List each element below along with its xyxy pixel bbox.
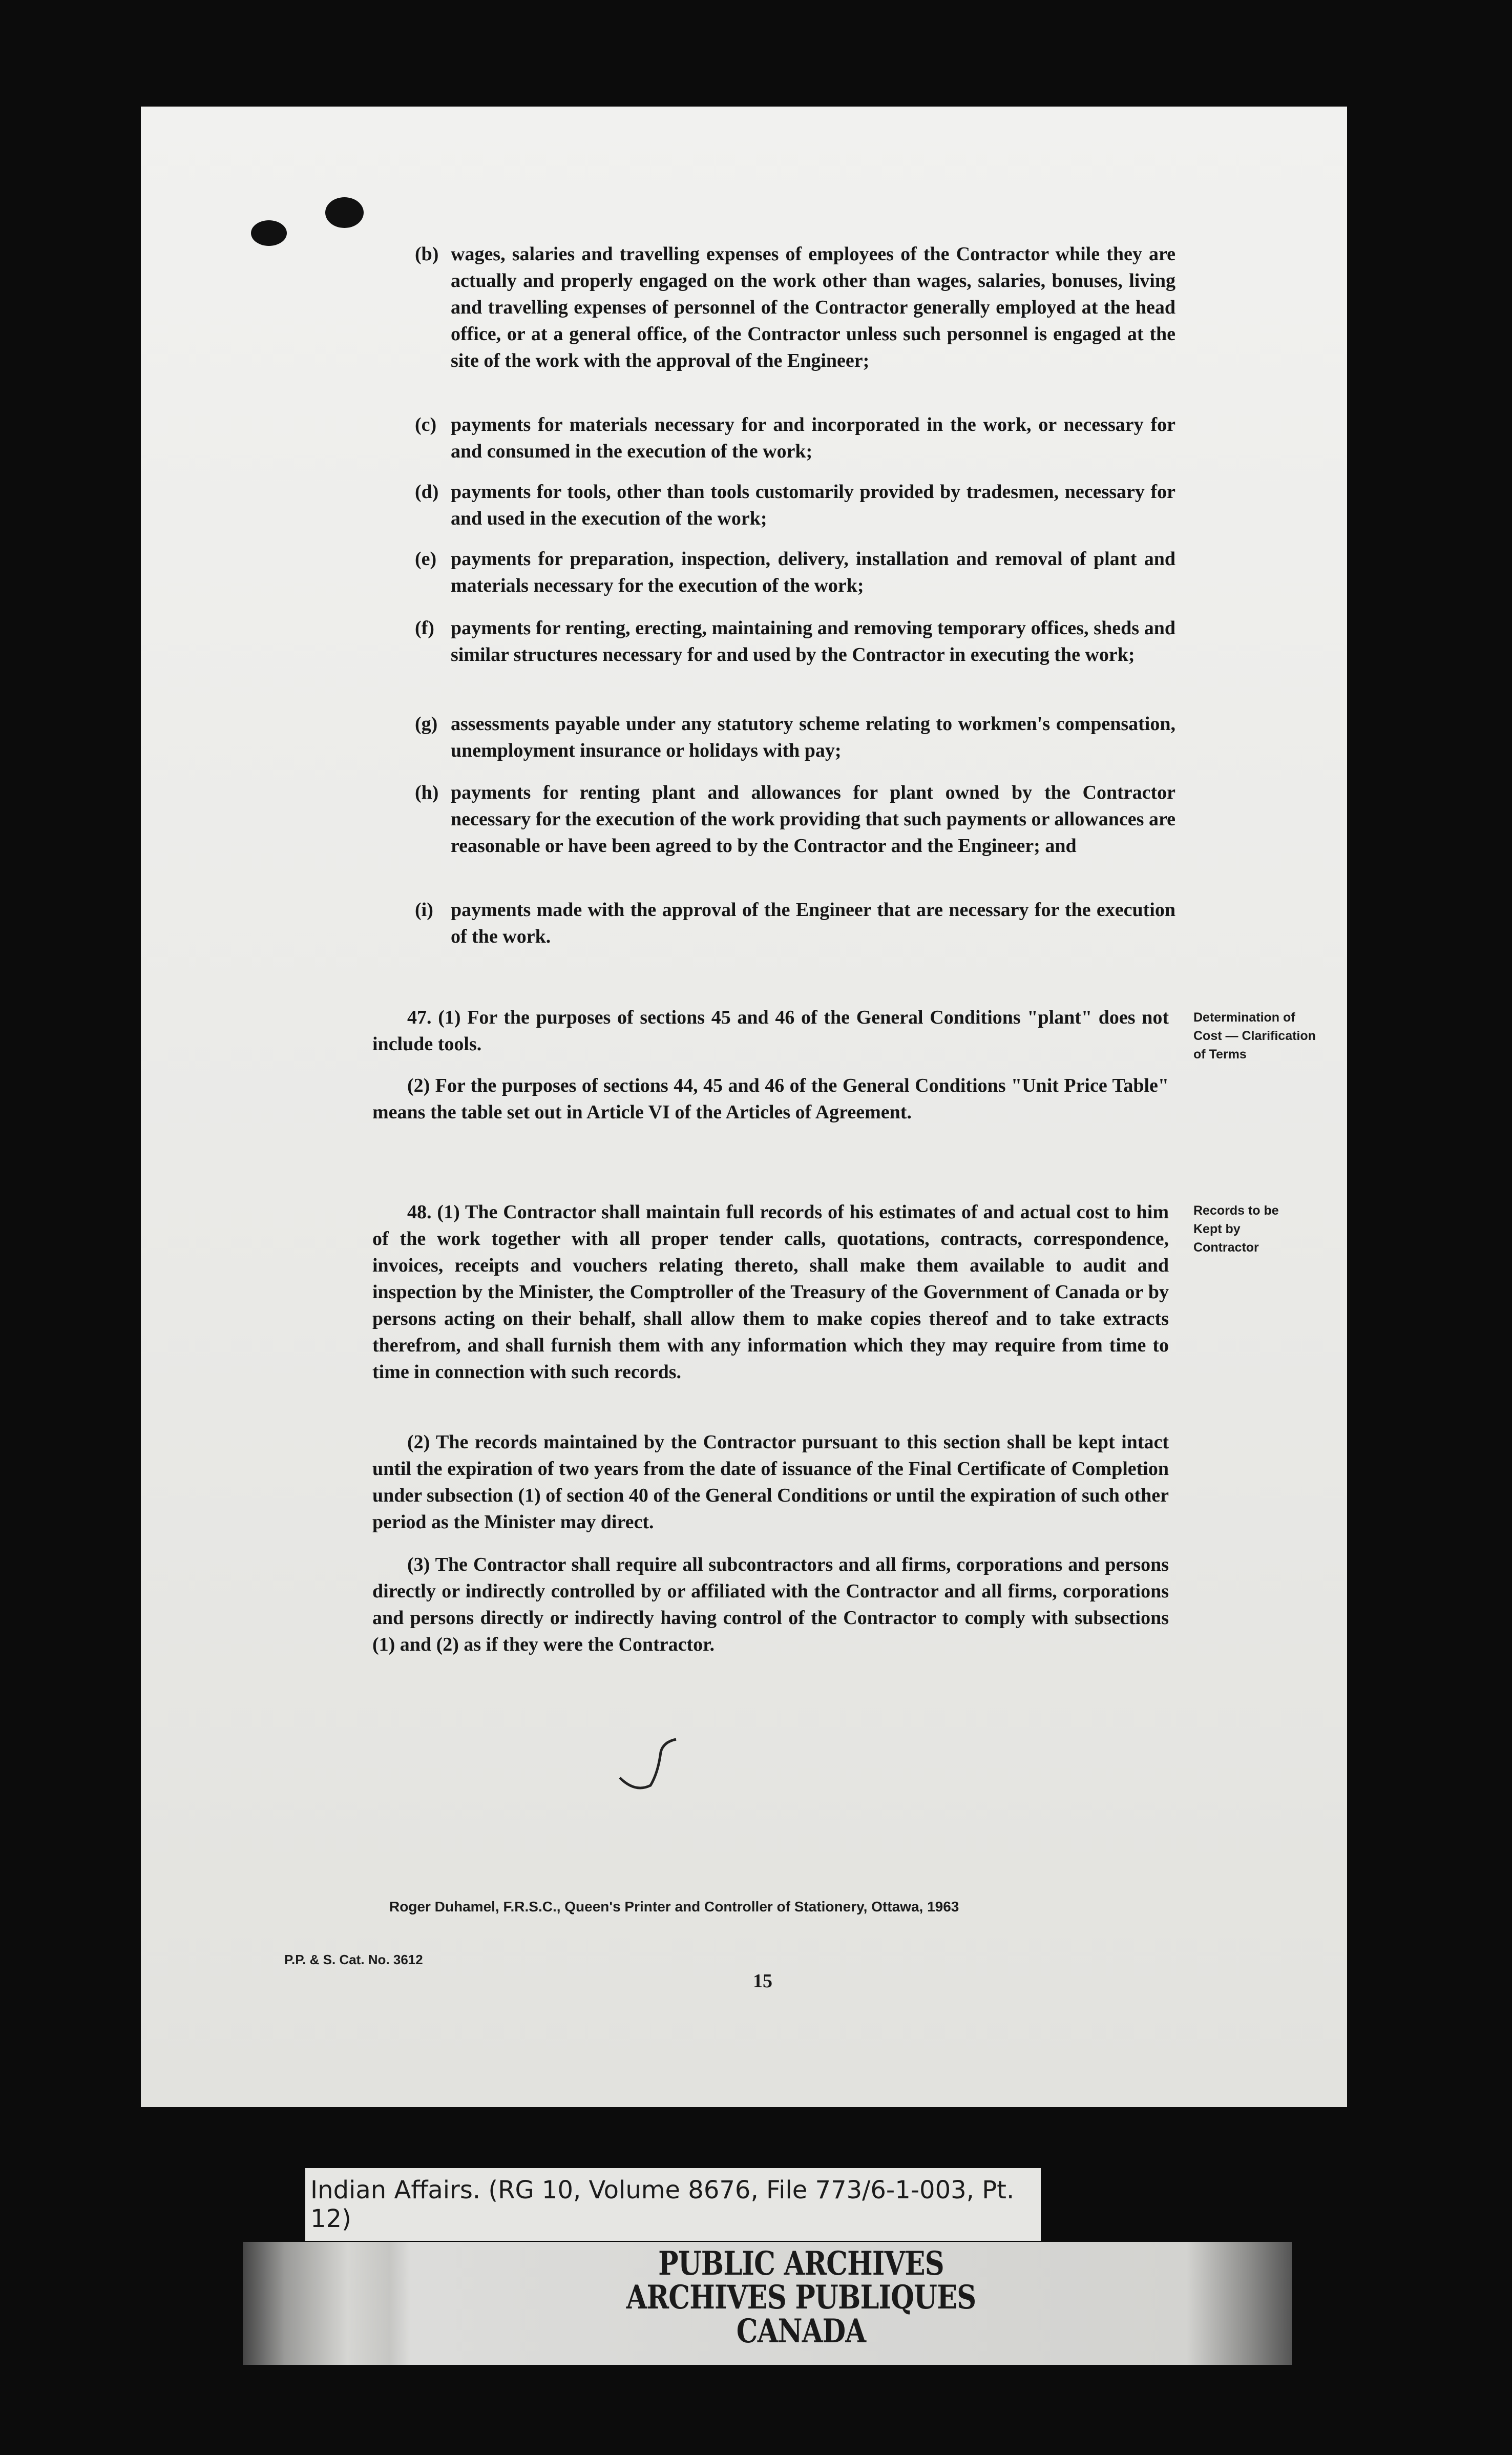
stamp-line-2: ARCHIVES PUBLIQUES	[626, 2278, 976, 2317]
printer-credit: Roger Duhamel, F.R.S.C., Queen's Printer and Controller of Stationery, Ottawa, 1963	[389, 1899, 959, 1915]
archive-reference: Indian Affairs. (RG 10, Volume 8676, File 773/6-1-003, Pt. 12)	[310, 2176, 1015, 2233]
section-48-para-3: (3) The Contractor shall require all subcontractors and all firms, corporations and persons directly or indirectly controlled by or affiliated with the Contractor and all firms, corporations and persons directly or indirectly having control of the Contractor to comply with subsections (1) and (2) as if they were the Contractor.	[372, 1554, 1169, 1655]
item-text-b: wages, salaries and travelling expenses of employees of the Contractor while they are actually and properly engaged on the work other than wages, salaries, bonuses, living and travelling expenses of personnel of the Contractor generally employed at the head office, or at a general office, of the Contractor unless such personnel is engaged at the site of the work with the approval of the Engineer;	[451, 243, 1175, 371]
item-text-e: payments for preparation, inspection, delivery, installation and removal of plant and materials necessary for the execution of the work;	[451, 548, 1175, 596]
section-48-para-1: 48. (1) The Contractor shall maintain full records of his estimates of and actual cost to him of the work together with all proper tender calls, quotations, contracts, correspondence, invoices, receipts and vouchers relating thereto, shall make them available to audit and inspection by the Minister, the Comptroller of the Treasury of the Government of Canada or by persons acting on their behalf, shall allow them to make copies thereof and to take extracts therefrom, and shall furnish them with any information which they may require from time to time in connection with such records.	[372, 1201, 1169, 1383]
section-47-para-1: 47. (1) For the purposes of sections 45 and 46 of the General Conditions "plant" does not include tools.	[372, 1007, 1169, 1055]
item-text-g: assessments payable under any statutory scheme relating to workmen's compensation, unemployment insurance or holidays with pay;	[451, 713, 1175, 761]
item-text-i: payments made with the approval of the Engineer that are necessary for the execution of the work.	[451, 899, 1175, 947]
page-number: 15	[753, 1970, 772, 1992]
section-48-para-2: (2) The records maintained by the Contractor pursuant to this section shall be kept intact until the expiration of two years from the date of issuance of the Final Certificate of Completion under subsection (1) of section 40 of the General Conditions or until the expiration of such other period as the Minister may direct.	[372, 1431, 1169, 1533]
item-label-g: (g)	[415, 713, 438, 735]
item-label-c: (c)	[415, 414, 437, 435]
item-label-e: (e)	[415, 548, 437, 570]
catalog-number: P.P. & S. Cat. No. 3612	[284, 1952, 423, 1967]
archives-stamp	[243, 2242, 1292, 2365]
ink-blot	[251, 220, 287, 246]
item-text-f: payments for renting, erecting, maintaining and removing temporary offices, sheds and similar structures necessary for and used by the Contractor in executing the work;	[451, 617, 1175, 665]
handwritten-mark	[610, 1737, 686, 1803]
ink-blot	[325, 197, 364, 228]
item-label-d: (d)	[415, 481, 439, 503]
stamp-line-1: PUBLIC ARCHIVES	[658, 2244, 944, 2283]
item-text-d: payments for tools, other than tools customarily provided by tradesmen, necessary for and used in the execution of the work;	[451, 481, 1175, 529]
item-label-b: (b)	[415, 243, 439, 265]
item-label-i: (i)	[415, 899, 433, 921]
item-label-f: (f)	[415, 617, 434, 639]
margin-note-records: Records to be Kept by Contractor	[1193, 1203, 1279, 1255]
item-text-h: payments for renting plant and allowances for plant owned by the Contractor necessary for the execution of the work providing that such payments or allowances are reasonable or have been agreed to by the Contractor and the Engineer; and	[451, 782, 1175, 857]
stamp-line-3: CANADA	[736, 2312, 866, 2350]
section-47-para-2: (2) For the purposes of sections 44, 45 and 46 of the General Conditions "Unit Price Table" means the table set out in Article VI of the Articles of Agreement.	[372, 1075, 1169, 1123]
margin-note-determination-of-cost: Determination of Cost — Clarification of Terms	[1193, 1010, 1316, 1062]
item-text-c: payments for materials necessary for and incorporated in the work, or necessary for and consumed in the execution of the work;	[451, 414, 1175, 462]
item-label-h: (h)	[415, 782, 439, 803]
archive-reference-label	[305, 2168, 1041, 2241]
stamp-text	[612, 2244, 990, 2350]
